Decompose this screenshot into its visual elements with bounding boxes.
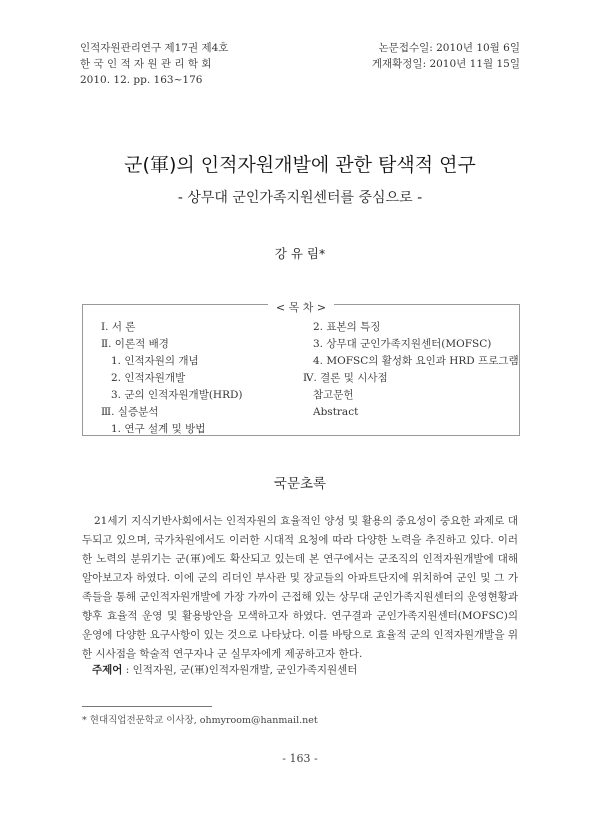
toc-heading: < 목 차 > (268, 301, 334, 314)
abstract-text: 21세기 지식기반사회에서는 인적자원의 효율적인 양성 및 활용의 중요성이 중요한 과제로 대두되고 있으며, 국가차원에서도 이러한 시대적 요청에 따라 다양한 노력을 추진하고 있다. 이러한 노력의 분위기는 군(軍)에도 확산되고 있는데 본 연구에서는 군조직의 인적자원개발에 대해 알아보고자 하였다. 이에 군의 리더인 부사관 및 장교들의 아파트단지에 위치하여 군인 및 그 가족들을 통해 군인적자원개발에 가장 가까이 근접해 있는 상무대 군인가족지원센터의 운영현황과 향후 효율적 운영 및 활용방안을 모색하고자 하였다. 연구결과 군인가족지원센터(MOFSC)의 운영에 다양한 요구사항이 있는 것으로 나타났다. 이를 바탕으로 효율적 군의 인적자원개발을 위한 시사점을 학술적 연구자나 군 실무자에게 제공하고자 한다. (82, 515, 518, 660)
toc-item: 2. 인적자원개발 (111, 372, 186, 384)
toc-item: Abstract (313, 406, 359, 418)
journal-info (80, 40, 228, 88)
toc-left-column (101, 319, 243, 438)
keywords (92, 662, 357, 677)
journal-society: 한 국 인 적 자 원 관 리 학 회 (80, 58, 212, 70)
toc-item: 1. 인적자원의 개념 (111, 355, 199, 367)
journal-name: 인적자원관리연구 제17권 제4호 (80, 42, 229, 54)
accepted-date: 게재확정일: 2010년 11월 15일 (371, 58, 520, 70)
toc-item: Ⅰ. 서 론 (101, 321, 136, 333)
author-name: 강 유 림* (274, 246, 326, 261)
footnote-divider (82, 706, 212, 707)
received-date: 논문접수일: 2010년 10월 6일 (378, 42, 520, 54)
toc-item: 3. 상무대 군인가족지원센터(MOFSC) (313, 338, 492, 350)
toc-item: 참고문헌 (313, 389, 354, 401)
toc-item: 3. 군의 인적자원개발(HRD) (111, 389, 243, 401)
paper-title: 군(軍)의 인적자원개발에 관한 탐색적 연구 (124, 154, 476, 176)
keywords-label: 주제어 (92, 664, 123, 676)
author-footnote: * 현대직업전문학교 이사장, ohmyroom@hanmail.net (82, 715, 318, 726)
journal-pages: 2010. 12. pp. 163~176 (80, 74, 203, 86)
toc-item: Ⅲ. 실증분석 (101, 406, 159, 418)
toc-item: Ⅳ. 결론 및 시사점 (303, 372, 388, 384)
abstract-heading: 국문초록 (273, 476, 327, 492)
paper-subtitle: - 상무대 군인가족지원센터를 중심으로 - (177, 190, 423, 206)
keywords-text: : 인적자원, 군(軍)인적자원개발, 군인가족지원센터 (125, 664, 358, 676)
toc-item: 1. 연구 설계 및 방법 (111, 423, 206, 435)
toc-item: Ⅱ. 이론적 배경 (101, 338, 169, 350)
submission-info (372, 40, 520, 72)
toc-right-column (303, 319, 519, 421)
toc-item: 4. MOFSC의 활성화 요인과 HRD 프로그램 (313, 355, 519, 367)
toc-item: 2. 표본의 특징 (313, 321, 381, 333)
page-number: - 163 - (282, 752, 318, 765)
table-of-contents (82, 301, 520, 436)
